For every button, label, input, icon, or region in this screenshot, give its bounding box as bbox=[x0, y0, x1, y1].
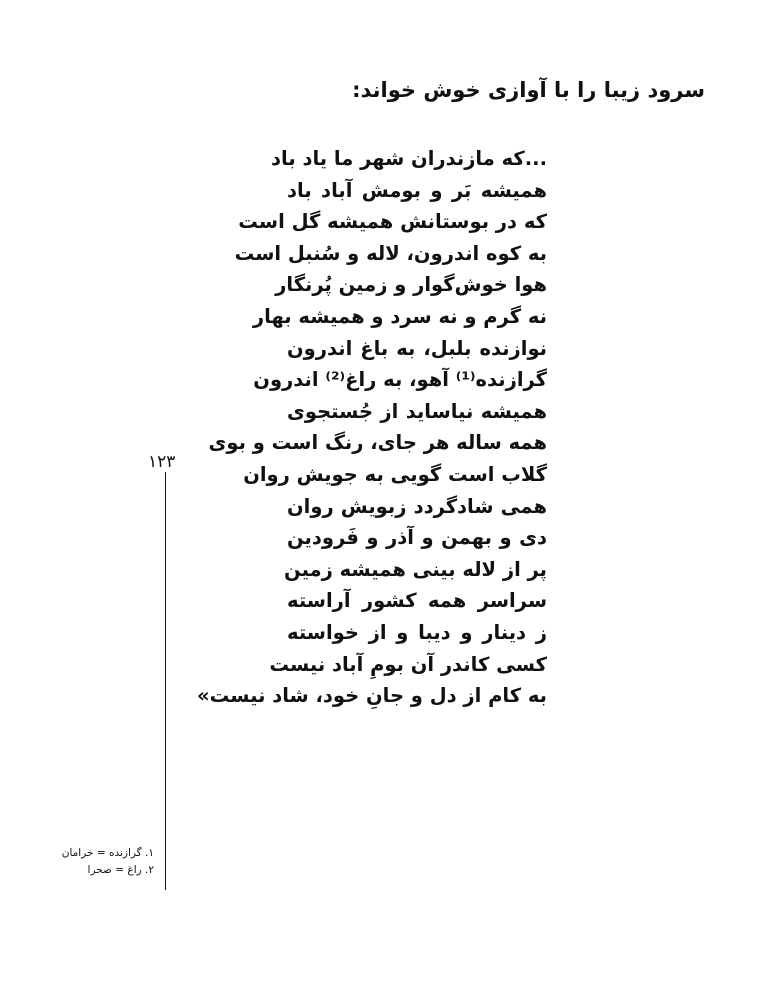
poem-line: ...که مازندران شهر ما یاد باد bbox=[271, 147, 547, 170]
poem bbox=[197, 143, 547, 712]
poem-line: همی شادگردد زبویش روان bbox=[287, 494, 547, 518]
poem-line: همه ساله هر جای، رنگ است و بوی bbox=[208, 431, 547, 455]
poem-line: به کوه اندرون، لاله و سُنبل است bbox=[234, 241, 547, 265]
margin-rule bbox=[165, 472, 166, 890]
poem-line: هوا خوش‌گوار و زمین پُرنگار bbox=[275, 273, 547, 297]
poem-line: سراسر همه کشور آراسته bbox=[287, 589, 547, 613]
poem-line: گرازنده⁽¹⁾ آهو، به راغ⁽²⁾ اندرون bbox=[253, 368, 547, 392]
poem-line: کسی کاندر آن بومِ آباد نیست bbox=[269, 652, 547, 676]
footnotes bbox=[61, 845, 154, 879]
poem-line: همیشه بَر و بومش آباد باد bbox=[287, 178, 547, 202]
poem-line: نوازنده بلبل، به باغ اندرون bbox=[287, 336, 547, 360]
poem-line: دی و بهمن و آذر و فَرودین bbox=[287, 526, 547, 550]
poem-line: نه گرم و نه سرد و همیشه بهار bbox=[252, 304, 547, 328]
poem-line: به کام از دل و جانِ خود، شاد نیست» bbox=[197, 684, 547, 708]
poem-line: ز دینار و دیبا و از خواسته bbox=[287, 620, 547, 644]
poem-line: پر از لاله بینی همیشه زمین bbox=[284, 557, 547, 581]
intro-heading: سرود زیبا را با آوازی خوش خواند: bbox=[352, 78, 705, 102]
page-number: ۱۲۳ bbox=[148, 452, 176, 472]
poem-line: که در بوستانش همیشه گل است bbox=[238, 210, 547, 234]
footnote: ۲. راغ = صحرا bbox=[87, 864, 154, 876]
poem-line: گلاب است گویی به جویش روان bbox=[243, 462, 547, 486]
poem-line: همیشه نیاساید از جُستجوی bbox=[287, 399, 547, 423]
footnote: ۱. گرازنده = خرامان bbox=[61, 847, 154, 859]
